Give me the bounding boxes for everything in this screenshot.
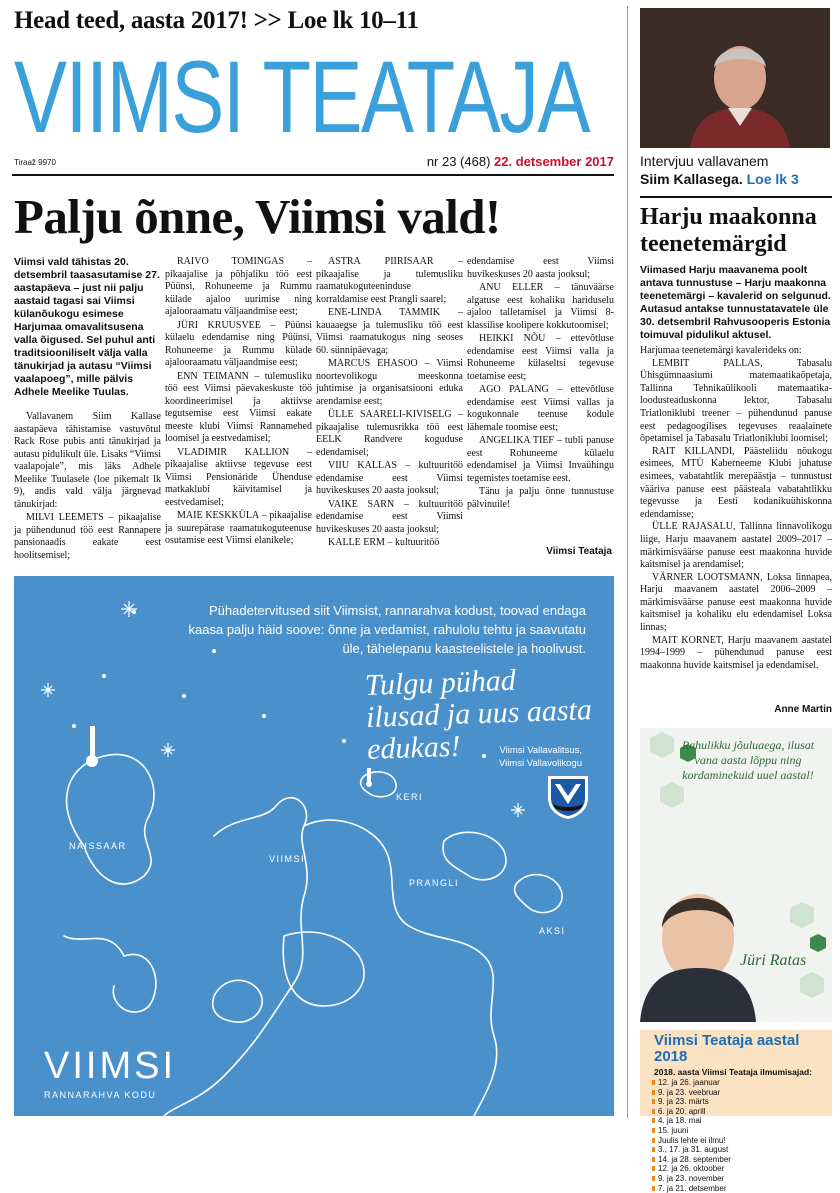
ad-brand: VIIMSI bbox=[44, 1045, 177, 1087]
portrait-photo[interactable] bbox=[640, 8, 830, 148]
schedule-item: Juulis lehte ei ilmu! bbox=[652, 1136, 832, 1146]
schedule-title: Viimsi Teataja aastal 2018 bbox=[654, 1032, 800, 1065]
sidebar-signature: Anne Martin bbox=[774, 704, 832, 715]
portrait-illustration bbox=[640, 8, 830, 148]
caption-name: Siim Kallasega. bbox=[640, 171, 743, 187]
publishing-schedule-box bbox=[640, 1030, 832, 1193]
article-paragraph: edendamise eest Viimsi huvikeskuses 20 aasta jooksul; bbox=[467, 256, 614, 280]
map-label-viimsi: VIIMSI bbox=[269, 854, 306, 864]
article-paragraph: HEIKKI NÕU – ettevõtluse edendamise eest Viimsi valla ja Rohuneeme külaseltsi tegevuse toetamise eest; bbox=[467, 333, 614, 382]
schedule-list bbox=[640, 1078, 832, 1193]
article-paragraph: AGO PALANG – ettevõtluse edendamise eest Viimsi vallas ja kogukonnale teenuse kodule lähemale toomise eest; bbox=[467, 384, 614, 433]
issue-date: 22. detsember 2017 bbox=[494, 154, 614, 169]
sidebar-paragraph: ÜLLE RAJASALU, Tallinna linnavolikogu liige, Harju maavanem aastatel 2009–2017 – märkimisväärse panuse eest maakonna huvide kaitsmisel ja arendamisel; bbox=[640, 521, 832, 571]
photo-caption bbox=[640, 152, 834, 188]
issue-number: nr 23 (468) bbox=[426, 154, 491, 169]
article-paragraph: ENN TEIMANN – tulemusliku töö eest Viimsi päevakeskuste töö koordineerimisel ja aktiivse tegutsemise eest Viimsi eakate meeste klubi Viimsi Rannamehed loomisel ja eestvedamisel; bbox=[165, 370, 312, 444]
ad-from-line-2: Viimsi Vallavolikogu bbox=[498, 758, 582, 769]
holiday-ad-signature: Jüri Ratas bbox=[740, 952, 807, 969]
sidebar-rule bbox=[640, 196, 832, 198]
article-paragraph: KALLE ERM – kultuuritöö bbox=[328, 537, 440, 548]
article-paragraph: MARCUS EHASOO – Viimsi noortevolikogu meeskonna juhtimise ja organisatsiooni eduka arendamise eest; bbox=[316, 358, 463, 407]
schedule-item: 9. ja 23. märts bbox=[652, 1097, 832, 1107]
article-paragraph: Vallavanem Siim Kallase aastapäeva tähistamise vastuvõtul Rack Rose pubis anti tänukirjad ja autasu pidulikult üle. Lisaks “Viimsi vaalapojale”, mis läks Adhele Meelike Tuulasele (loe pikemalt lk 9), andis vald välja järgnevad tänukirjad: bbox=[14, 411, 161, 510]
article-column-2 bbox=[165, 256, 312, 549]
schedule-subtitle: 2018. aasta Viimsi Teataja ilmumisajad: bbox=[654, 1067, 812, 1077]
article-column-1 bbox=[14, 256, 161, 563]
sidebar-body bbox=[640, 345, 832, 672]
schedule-item: 15. juuni bbox=[652, 1126, 832, 1136]
masthead: VIIMSI TEATAJA bbox=[14, 40, 589, 154]
schedule-item: 7. ja 21. detsember bbox=[652, 1184, 832, 1193]
schedule-item: 4. ja 18. mai bbox=[652, 1116, 832, 1126]
map-label-keri: KERI bbox=[396, 792, 424, 802]
teaser-banner[interactable]: Head teed, aasta 2017! >> Loe lk 10–11 bbox=[14, 7, 419, 34]
sidebar-headline: Harju maakonna teenetemärgid bbox=[640, 204, 817, 257]
article-paragraph: MILVI LEEMETS – pikaajalise ja pühendunud töö eest Rannapere pansionaadis eakate eest hoolitsemisel; bbox=[14, 512, 161, 561]
ad-from bbox=[499, 744, 582, 770]
article-paragraph: ANGELIKA TIEF – tubli panuse eest Rohuneeme külaelu edendamisel ja Viimsi Invaühingu tegemistes toetamise eest. bbox=[467, 435, 614, 484]
map-label-naissaar: NAISSAAR bbox=[69, 841, 127, 851]
sidebar-paragraph: Harjumaa teenetemärgi kavalerideks on: bbox=[640, 345, 802, 356]
schedule-item: 12. ja 26. jaanuar bbox=[652, 1078, 832, 1088]
ad-greeting-text: Pühadetervitused siit Viimsist, rannarahva kodust, toovad endaga kaasa palju häid soove: õnne ja vedamist, rahulolu tehtu ja saavutatu üle, tähelepanu kaasteelistele ja hoolivust. bbox=[188, 603, 586, 656]
issue-info bbox=[427, 154, 614, 169]
article-paragraph: ASTRA PIIRISAAR – pikaajalise ja tulemusliku raamatukoguteeninduse korraldamise eest Prangli saarel; bbox=[316, 256, 463, 305]
article-paragraph: VAIKE SARN – kultuuritöö edendamise eest Viimsi huvikeskuses 20 aasta jooksul; bbox=[316, 498, 463, 535]
article-paragraph: Tänu ja palju õnne tunnustuse pälvinuile! bbox=[467, 486, 614, 510]
holiday-greeting-ad[interactable] bbox=[640, 728, 832, 1022]
caption-plain: Intervjuu vallavanem bbox=[640, 153, 769, 169]
sidebar-paragraph: LEMBIT PALLAS, Tabasalu Ühisgümnaasiumi matemaatikaõpetaja, Tallinna Tehnikaülikooli matemaatika-loodusteaduskonna lektor, Tabasalu Triatloniklubi treener – pühendunud panuse eest pedagoogilises tegevuses reaalainete õpetamisel ja Tabasalu Triatloniklubi loomisel; bbox=[640, 357, 832, 445]
article-columns bbox=[14, 256, 614, 566]
article-paragraph: VLADIMIR KALLION – pikaajalise aktiivse tegevuse eest Viimsi Pensionäride Ühenduse matkaklubi käivitamisel ja eestvedamisel; bbox=[165, 446, 312, 508]
header-rule bbox=[12, 174, 614, 176]
article-paragraph: VIIU KALLAS – kultuuritöö edendamise eest Viimsi huvikeskuses 20 aasta jooksul; bbox=[316, 460, 463, 496]
article-paragraph: JÜRI KRUUSVEE – Püünsi külaelu edendamise ning Püünsi, Rohuneeme ja Rummu külade ajalooraamatu väljaandmise eest; bbox=[165, 319, 312, 368]
article-column-3 bbox=[316, 256, 463, 551]
sidebar-paragraph: MAIT KORNET, Harju maavanem aastatel 1994–1999 – pühendunud panuse eest maakonna huvide kaitsmisel ja edendamisel. bbox=[640, 634, 832, 671]
circulation: Tiraaž 9970 bbox=[14, 158, 56, 167]
ad-script-wish: Tulgu pühad ilusad ja uus aasta edukas! bbox=[364, 663, 593, 766]
schedule-item: 12. ja 26. oktoober bbox=[652, 1164, 832, 1174]
viimsi-greeting-ad[interactable] bbox=[14, 576, 614, 1116]
article-signature: Viimsi Teataja bbox=[546, 546, 612, 557]
article-paragraph: ENE-LINDA TAMMIK – kauaaegse ja tulemusliku töö eest Viimsi raamatukogus ning seoses 60. sünnipäevaga; bbox=[316, 307, 463, 356]
holiday-ad-text: Rahulikku jõuluaega, ilusat vana aasta lõppu ning kordaminekuid uuel aastal! bbox=[681, 738, 815, 782]
schedule-item: 9. ja 23. veebruar bbox=[652, 1088, 832, 1098]
schedule-item: 6. ja 20. aprill bbox=[652, 1107, 832, 1117]
caption-link[interactable]: Loe lk 3 bbox=[746, 171, 799, 187]
sidebar-paragraph: RAIT KILLANDI, Päästeliidu nõukogu esimees, MTÜ Kaberneeme Klubi juhatuse esimees, vabatahtlik merepäästja – tunnustust vääriva panuse eest päästeala vabatahtlikku tegevusse ja Eesti kodanikuühiskonna edendamisse; bbox=[640, 445, 832, 520]
schedule-item: 3., 17. ja 31. august bbox=[652, 1145, 832, 1155]
article-paragraph: MAIE KESKKÜLA – pikaajalise ja suurepärase raamatukoguteenuse osutamise eest Viimsi elanikele; bbox=[165, 510, 312, 546]
viimsi-crest-icon bbox=[546, 774, 590, 820]
article-column-4 bbox=[467, 256, 614, 512]
main-headline: Palju õnne, Viimsi vald! bbox=[14, 189, 501, 244]
ad-brand-sub: RANNARAHVA KODU bbox=[44, 1090, 157, 1100]
map-label-aksi: AKSI bbox=[539, 926, 566, 936]
sidebar-paragraph: VÄRNER LOOTSMANN, Loksa linnapea, Harju maavanem aastatel 2006–2009 – märkimisväärse panuse eest maakonna huvide kaitsmisel ja kohaliku elu edendamisel Loksa linnas; bbox=[640, 571, 832, 634]
column-divider bbox=[627, 6, 628, 1118]
map-label-prangli: PRANGLI bbox=[409, 878, 460, 888]
article-paragraph: ANU ELLER – tänuväärse algatuse eest kohaliku hariduselu ajaloo talletamisel ja Viimsi 8-klassilise koolipere kokkutoomisel; bbox=[467, 282, 614, 331]
article-paragraph: ÜLLE SAARELI-KIVISELG – pikaajalise tulemusrikka töö eest EELK Randvere koguduse edendamisel; bbox=[316, 409, 463, 458]
article-lead: Viimsi vald tähistas 20. detsembril taasasutamise 27. aastapäeva – just nii palju aastaid tagasi sai Viimsi külanõukogu esimese Harjumaa omavalitsusena valla õigused. Sel puhul anti traditsiooniliselt välja valla tänukirjad ja autasu “Viimsi vaalapoeg”, mille pälvis Adhele Meelike Tuulas. bbox=[14, 256, 160, 398]
article-paragraph: RAIVO TOMINGAS – pikaajalise ja põhjaliku töö eest Püünsi, Rohuneeme ja Rummu külade ajaloo uurimise ning ajalooraamatu väljaandmise eest; bbox=[165, 256, 312, 317]
schedule-item: 9. ja 23. november bbox=[652, 1174, 832, 1184]
ad-from-line-1: Viimsi Vallavalitsus, bbox=[499, 745, 582, 756]
sidebar-lead: Viimased Harju maavanema poolt antava tunnustuse – Harju maakonna teenetemärgi – kavalerid on selgunud. Autasud antakse tunnustatavatele üle 30. detsembril Rahvusooperis Estonia toimuval pidulikul aktusel. bbox=[640, 264, 831, 341]
schedule-item: 14. ja 28. september bbox=[652, 1155, 832, 1165]
